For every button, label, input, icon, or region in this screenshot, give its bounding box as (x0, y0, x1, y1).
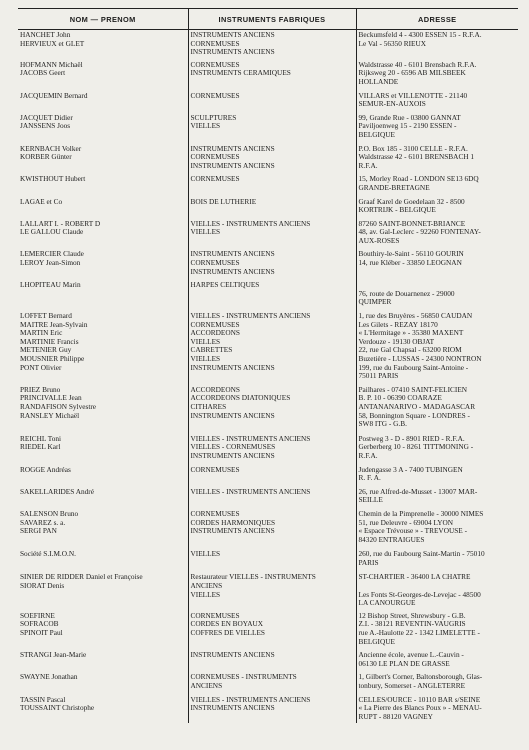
row-instruments: CORNEMUSES (188, 91, 356, 113)
row-address: 87260 SAINT-BONNET-BRIANCE 48, av. Gal-Leclerc - 92260 FONTENAY- AUX-ROSES (358, 218, 481, 245)
table-row (18, 549, 518, 572)
table-row (18, 611, 518, 650)
row-name: Société S.I.M.O.N. (18, 549, 188, 572)
table-header-row (18, 9, 518, 30)
row-instruments: CORNEMUSES CORDES HARMONIQUES INSTRUMENTS ANCIENS (188, 509, 356, 549)
row-instruments: INSTRUMENTS ANCIENS (188, 650, 356, 672)
row-address: Waldstrasse 40 - 6101 Brensbach R.F.A. Rijksweg 20 - 6596 AB MILSBEEK HOLLANDE (358, 59, 477, 86)
row-address: Bouthiry-le-Saint - 56110 GOURIN 14, rue Kléber - 33850 LEOGNAN (358, 249, 464, 268)
header-adresse: ADRESSE (356, 9, 518, 30)
row-name: LEMERCIER Claude LEROY Jean-Simon (18, 249, 188, 280)
row-name: KWISTHOUT Hubert (18, 174, 188, 196)
row-name: JACQUEMIN Bernard (18, 91, 188, 113)
row-address: 12 Bishop Street, Shrewsbury - G.B. Z.I. - 38121 REVENTIN-VAUGRIS rue A.-Haulotte 22 - 1342 LIMELETTE - BELGIQUE (358, 610, 480, 646)
instrument-makers-table (18, 8, 518, 723)
table-row (18, 197, 518, 219)
row-name: LALLART I. - ROBERT D LE GALLOU Claude (18, 219, 188, 250)
row-address: 1, Gilbert's Corner, Baltonsborough, Glas- tonbury, Somerset - ANGLETERRE (358, 672, 483, 690)
table-body (18, 30, 518, 724)
row-address: Ancienne école, avenue L.-Cauvin - 06130 LE PLAN DE GRASSE (358, 650, 464, 668)
table-row (18, 434, 518, 465)
row-name: HANCHET John HERVIEUX et GLET (18, 30, 188, 60)
table-row (18, 113, 518, 144)
row-name: ROGGE Andréas (18, 465, 188, 487)
row-instruments: SCULPTURES VIELLES (188, 113, 356, 144)
table-row (18, 695, 518, 724)
row-name: LOFFET Bernard MAITRE Jean-Sylvain MARTIN Eric MARTINIE Francis METENIER Guy MOUSNIER Philippe PONT Olivier (18, 311, 188, 385)
row-address: 99, Grande Rue - 03800 GANNAT Paviljoenweg 15 - 2190 ESSEN - BELGIQUE (358, 112, 461, 139)
row-address: VILLARS et VILLENOTTE - 21140 SEMUR-EN-AUXOIS (358, 90, 468, 109)
table-row (18, 249, 518, 280)
row-name: SAKELLARIDES André (18, 487, 188, 509)
row-instruments: INSTRUMENTS ANCIENS CORNEMUSES INSTRUMENTS ANCIENS (188, 30, 356, 60)
row-instruments: VIELLES - INSTRUMENTS ANCIENS VIELLES (188, 219, 356, 250)
row-name: SINIER DE RIDDER Daniel et Françoise SIORAT Denis (18, 572, 188, 610)
table-row (18, 465, 518, 487)
row-address: 26, rue Alfred-de-Musset - 13007 MAR- SEILLE (358, 486, 478, 505)
table-row (18, 509, 518, 549)
header-nom-prenom: NOM — PRENOM (18, 9, 188, 30)
row-address: Pailhares - 07410 SAINT-FELICIEN B. P. 10 - 06390 COARAZE ANTANANARIVO - MADAGASCAR 58, Bonnington Square - LONDRES - SW8 ITG - G.B. (358, 384, 476, 429)
header-instruments: INSTRUMENTS FABRIQUES (188, 9, 356, 30)
row-address: 260, rue du Faubourg Saint-Martin - 75010 PARIS (358, 549, 485, 567)
row-name: LAGAE et Co (18, 197, 188, 219)
row-address: Chemin de la Pimprenelle - 30000 NIMES 51, rue Deleuvre - 69004 LYON « Espace Trévouse » - TREVOUSE - 84320 ENTRAIGUES (358, 508, 484, 544)
table-row (18, 572, 518, 610)
row-instruments: BOIS DE LUTHERIE (188, 197, 356, 219)
table-row (18, 672, 518, 694)
table-row (18, 385, 518, 434)
row-instruments: Restaurateur VIELLES - INSTRUMENTS ANCIENS VIELLES (188, 572, 356, 610)
row-instruments: HARPES CELTIQUES (188, 280, 356, 311)
row-name: KERNBACH Volker KORBER Günter (18, 144, 188, 175)
row-instruments: CORNEMUSES INSTRUMENTS CERAMIQUES (188, 60, 356, 91)
row-address: 15, Morley Road - LONDON SE13 6DQ GRANDE-BRETAGNE (358, 174, 479, 192)
row-name: LHOPITEAU Marin (18, 280, 188, 311)
table-row (18, 144, 518, 175)
row-address: Judengasse 3 A - 7400 TUBINGEN R. F. A. (358, 464, 463, 483)
table-row (18, 311, 518, 385)
row-address: Graaf Karel de Goedelaan 32 - 8500 KORTRIJK - BELGIQUE (358, 196, 465, 215)
row-name: TASSIN Pascal TOUSSAINT Christophe (18, 695, 188, 724)
row-instruments: CORNEMUSES (188, 174, 356, 196)
row-instruments: VIELLES - INSTRUMENTS ANCIENS INSTRUMENTS ANCIENS (188, 695, 356, 724)
row-name: REICHL Toni RIEDEL Karl (18, 434, 188, 465)
row-address: Beckumsfeld 4 - 4300 ESSEN 15 - R.F.A. Le Val - 56350 RIEUX (358, 30, 482, 48)
row-instruments: CORNEMUSES (188, 465, 356, 487)
row-name: SWAYNE Jonathan (18, 672, 188, 694)
row-instruments: VIELLES - INSTRUMENTS ANCIENS VIELLES - CORNEMUSES INSTRUMENTS ANCIENS (188, 434, 356, 465)
row-address: 76, route de Douarnenez - 29000 QUIMPER (358, 288, 455, 307)
row-instruments: VIELLES - INSTRUMENTS ANCIENS (188, 487, 356, 509)
row-name: SALENSON Bruno SAVAREZ s. a. SERGI PAN (18, 509, 188, 549)
table-row (18, 91, 518, 113)
row-name: STRANGI Jean-Marie (18, 650, 188, 672)
row-instruments: CORNEMUSES CORDES EN BOYAUX COFFRES DE VIELLES (188, 611, 356, 650)
table-row (18, 650, 518, 672)
row-address: 1, rue des Bruyères - 56850 CAUDAN Les Gilets - REZAY 18170 « L'Hermitage » - 35380 MAXENT Verdouze - 19130 OBJAT 22, rue Gal Chapsal - 63200 RIOM Buzetière - LUSSAS - 24300 NONTRON 199, rue du Faubourg Saint-Antoine - 75011 PARIS (358, 311, 482, 381)
row-name: JACQUET Didier JANSSENS Joos (18, 113, 188, 144)
row-instruments: INSTRUMENTS ANCIENS CORNEMUSES INSTRUMENTS ANCIENS (188, 144, 356, 175)
row-instruments: INSTRUMENTS ANCIENS CORNEMUSES INSTRUMENTS ANCIENS (188, 249, 356, 280)
table-row (18, 280, 518, 311)
table-row (18, 60, 518, 91)
row-name: SOEFIRNE SOFRACOB SPINOIT Paul (18, 611, 188, 650)
row-instruments: CORNEMUSES - INSTRUMENTS ANCIENS (188, 672, 356, 694)
row-address: P.O. Box 185 - 3100 CELLE - R.F.A. Waldstrasse 42 - 6101 BRENSBACH 1 R.F.A. (358, 143, 475, 170)
table-row (18, 174, 518, 196)
row-name: HOFMANN Michaël JACOBS Geert (18, 60, 188, 91)
row-name: PRIEZ Bruno PRINCIVALLE Jean RANDAFISON Sylvestre RANSLEY Michaël (18, 385, 188, 434)
table-row (18, 30, 518, 60)
row-address: ST-CHARTIER - 36400 LA CHATRE Les Fonts St-Georges-de-Levejac - 48500 LA CANOURGUE (358, 572, 481, 608)
table-row (18, 219, 518, 250)
row-instruments: VIELLES - INSTRUMENTS ANCIENS CORNEMUSES ACCORDEONS VIELLES CABRETTES VIELLES INSTRUMENTS ANCIENS (188, 311, 356, 385)
row-instruments: VIELLES (188, 549, 356, 572)
row-address: Postweg 3 - D - 8901 RIED - R.F.A. Gerberberg 10 - 8261 TITTMONING - R.F.A. (358, 433, 474, 460)
row-instruments: ACCORDEONS ACCORDEONS DIATONIQUES CITHARES INSTRUMENTS ANCIENS (188, 385, 356, 434)
row-address: CELLES/OURCE - 10110 BAR s/SEINE « La Pierre des Blancs Poux » - MENAU- RUPT - 88120 VAGNEY (358, 694, 482, 721)
table-row (18, 487, 518, 509)
